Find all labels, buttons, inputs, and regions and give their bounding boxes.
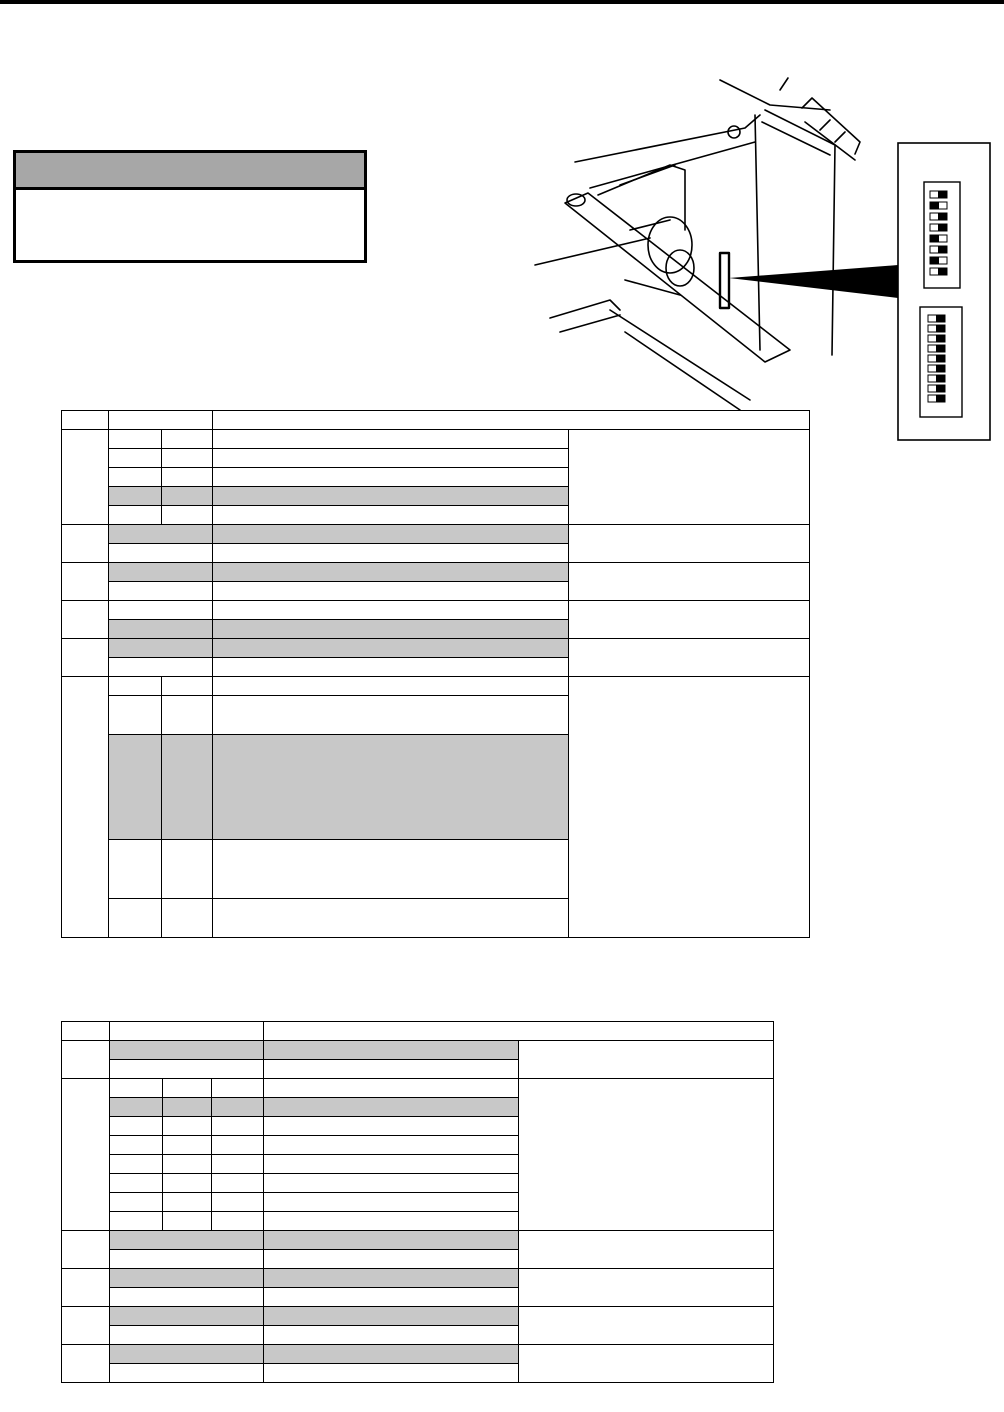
dip-switch-table-1: [61, 410, 810, 938]
table-row: [62, 411, 810, 430]
page-top-rule: [0, 0, 1004, 4]
notice-box: [13, 150, 367, 263]
table-row: [62, 1231, 774, 1250]
dip-switch-table-2: [61, 1021, 774, 1383]
table-row: [62, 525, 810, 544]
table-row: [62, 563, 810, 582]
printer-interior-icon: [530, 70, 1004, 450]
table-row: [62, 1022, 774, 1041]
table-row: [62, 1307, 774, 1326]
notice-body: [16, 190, 364, 260]
table-row: [62, 430, 810, 449]
table-row: [62, 639, 810, 658]
notice-header: [16, 153, 364, 190]
table-row: [62, 1269, 774, 1288]
table-row: [62, 677, 810, 696]
table-row: [62, 1345, 774, 1364]
table-row: [62, 601, 810, 620]
table-row: [62, 1041, 774, 1060]
table-row: [62, 1079, 774, 1098]
